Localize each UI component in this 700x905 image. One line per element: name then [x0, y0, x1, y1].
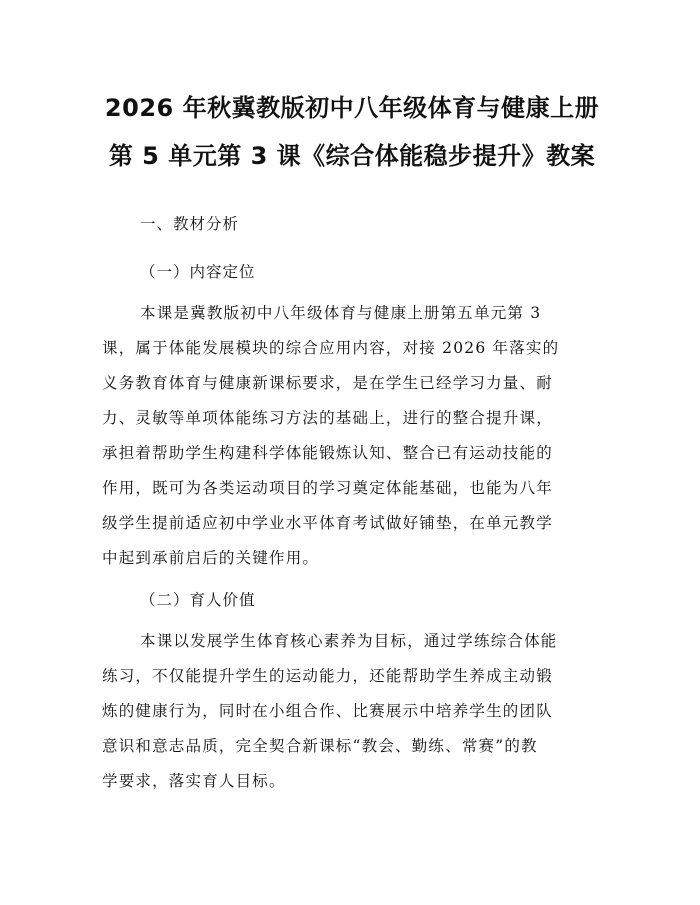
paragraph-line: 炼的健康行为，同时在小组合作、比赛展示中培养学生的团队 [102, 702, 553, 720]
section-heading-textbook-analysis: 一、教材分析 [140, 215, 240, 233]
paragraph-content-positioning [102, 296, 602, 576]
paragraph-line: 作用，既可为各类运动项目的学习奠定体能基础，也能为八年 [102, 479, 553, 497]
paragraph-educational-value [102, 624, 602, 799]
subsection-heading-educational-value: （二）育人价值 [140, 591, 256, 609]
paragraph-line: 承担着帮助学生构建科学体能锻炼认知、整合已有运动技能的 [102, 444, 553, 462]
paragraph-line: 学要求，落实育人目标。 [102, 772, 286, 790]
paragraph-line: 本课以发展学生体育核心素养为目标，通过学练综合体能 [140, 632, 558, 650]
document-body [102, 200, 602, 799]
paragraph-line: 中起到承前启后的关键作用。 [102, 549, 320, 567]
paragraph-line: 力、灵敏等单项体能练习方法的基础上，进行的整合提升课， [102, 409, 553, 427]
title-line-2: 第 5 单元第 3 课《综合体能稳步提升》教案 [108, 142, 596, 170]
paragraph-line: 级学生提前适应初中学业水平体育考试做好铺垫，在单元教学 [102, 514, 553, 532]
paragraph-line: 练习，不仅能提升学生的运动能力，还能帮助学生养成主动锻 [102, 667, 553, 685]
paragraph-line: 课，属于体能发展模块的综合应用内容，对接 2026 年落实的 [102, 339, 560, 357]
document-title [102, 0, 602, 180]
title-line-1: 2026 年秋冀教版初中八年级体育与健康上册 [104, 94, 600, 122]
paragraph-line: 意识和意志品质，完全契合新课标“教会、勤练、常赛”的教 [102, 737, 538, 755]
paragraph-line: 本课是冀教版初中八年级体育与健康上册第五单元第 3 [140, 304, 542, 322]
subsection-heading-content-positioning: （一）内容定位 [140, 263, 256, 281]
paragraph-line: 义务教育体育与健康新课标要求，是在学生已经学习力量、耐 [102, 374, 553, 392]
